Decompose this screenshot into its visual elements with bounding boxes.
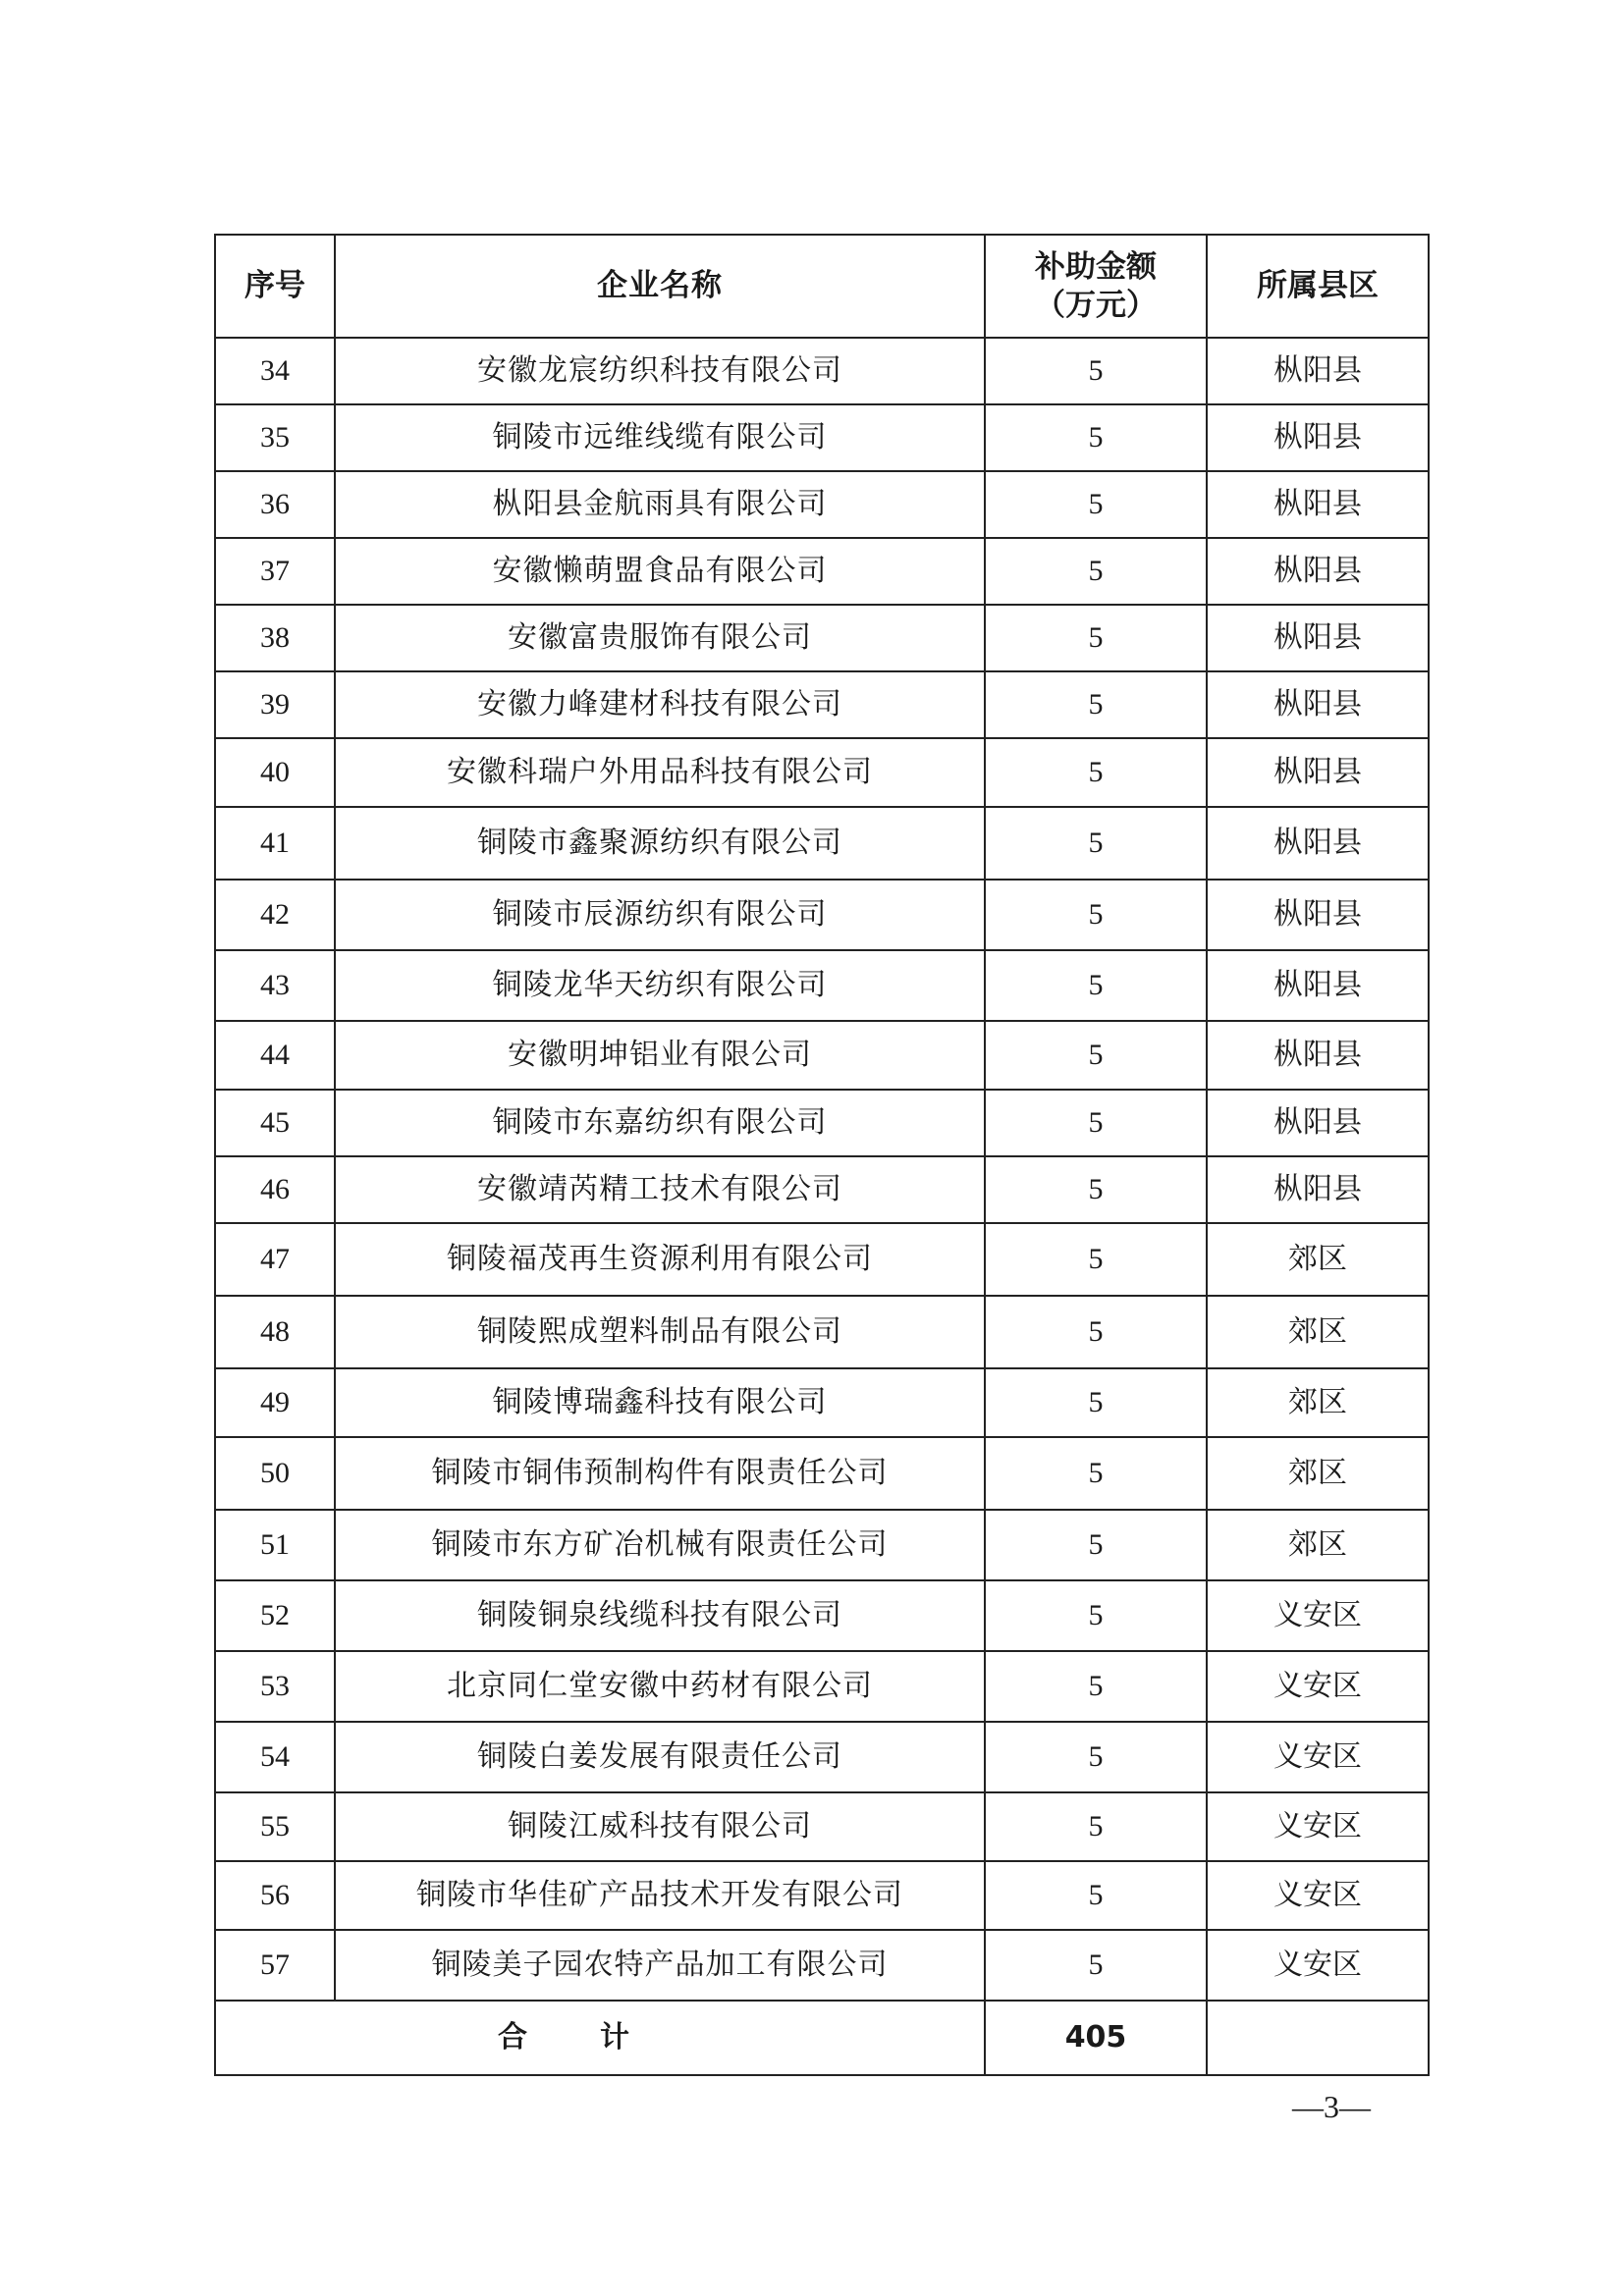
row-no: 46 bbox=[215, 1156, 335, 1223]
table-row bbox=[215, 1651, 1429, 1722]
row-no: 44 bbox=[215, 1021, 335, 1090]
row-company-name: 铜陵市东嘉纺织有限公司 bbox=[335, 1090, 985, 1156]
table-row bbox=[215, 1437, 1429, 1510]
table-row bbox=[215, 1580, 1429, 1651]
row-no: 45 bbox=[215, 1090, 335, 1156]
row-company-name: 铜陵龙华天纺织有限公司 bbox=[335, 950, 985, 1021]
row-company-name: 铜陵福茂再生资源利用有限公司 bbox=[335, 1223, 985, 1296]
row-company-name: 安徽懒萌盟食品有限公司 bbox=[335, 538, 985, 605]
row-no: 54 bbox=[215, 1722, 335, 1792]
row-amount: 5 bbox=[985, 1651, 1207, 1722]
row-company-name: 铜陵市华佳矿产品技术开发有限公司 bbox=[335, 1861, 985, 1930]
row-district: 义安区 bbox=[1207, 1792, 1429, 1861]
row-company-name: 铜陵市东方矿冶机械有限责任公司 bbox=[335, 1510, 985, 1580]
row-no: 55 bbox=[215, 1792, 335, 1861]
row-amount: 5 bbox=[985, 1090, 1207, 1156]
table-body bbox=[215, 338, 1429, 2001]
row-company-name: 铜陵博瑞鑫科技有限公司 bbox=[335, 1368, 985, 1437]
row-amount: 5 bbox=[985, 1792, 1207, 1861]
row-company-name: 安徽力峰建材科技有限公司 bbox=[335, 671, 985, 738]
subsidy-table bbox=[214, 234, 1430, 2076]
row-no: 37 bbox=[215, 538, 335, 605]
row-company-name: 枞阳县金航雨具有限公司 bbox=[335, 471, 985, 538]
row-amount: 5 bbox=[985, 1580, 1207, 1651]
row-no: 35 bbox=[215, 404, 335, 471]
row-district: 义安区 bbox=[1207, 1930, 1429, 2001]
row-district: 枞阳县 bbox=[1207, 1021, 1429, 1090]
row-amount: 5 bbox=[985, 1722, 1207, 1792]
table-row bbox=[215, 807, 1429, 880]
row-company-name: 铜陵熙成塑料制品有限公司 bbox=[335, 1296, 985, 1368]
row-amount: 5 bbox=[985, 807, 1207, 880]
header-amount-line2: （万元） bbox=[1035, 287, 1157, 323]
row-no: 57 bbox=[215, 1930, 335, 2001]
table-row bbox=[215, 605, 1429, 671]
row-district: 郊区 bbox=[1207, 1437, 1429, 1510]
row-amount: 5 bbox=[985, 738, 1207, 807]
row-company-name: 安徽科瑞户外用品科技有限公司 bbox=[335, 738, 985, 807]
row-district: 枞阳县 bbox=[1207, 471, 1429, 538]
row-amount: 5 bbox=[985, 605, 1207, 671]
row-amount: 5 bbox=[985, 950, 1207, 1021]
row-no: 36 bbox=[215, 471, 335, 538]
row-no: 48 bbox=[215, 1296, 335, 1368]
row-amount: 5 bbox=[985, 1368, 1207, 1437]
row-amount: 5 bbox=[985, 1156, 1207, 1223]
row-amount: 5 bbox=[985, 880, 1207, 950]
header-amount bbox=[985, 235, 1207, 338]
row-district: 枞阳县 bbox=[1207, 338, 1429, 404]
row-amount: 5 bbox=[985, 1861, 1207, 1930]
header-district: 所属县区 bbox=[1207, 235, 1429, 338]
row-district: 枞阳县 bbox=[1207, 880, 1429, 950]
row-company-name: 安徽靖芮精工技术有限公司 bbox=[335, 1156, 985, 1223]
table-row bbox=[215, 671, 1429, 738]
row-amount: 5 bbox=[985, 404, 1207, 471]
table-row bbox=[215, 1156, 1429, 1223]
row-company-name: 铜陵市鑫聚源纺织有限公司 bbox=[335, 807, 985, 880]
table-row bbox=[215, 1930, 1429, 2001]
header-company-name: 企业名称 bbox=[335, 235, 985, 338]
row-district: 枞阳县 bbox=[1207, 950, 1429, 1021]
row-no: 50 bbox=[215, 1437, 335, 1510]
row-no: 51 bbox=[215, 1510, 335, 1580]
row-no: 41 bbox=[215, 807, 335, 880]
row-no: 39 bbox=[215, 671, 335, 738]
total-amount: 405 bbox=[985, 2001, 1207, 2075]
table-row bbox=[215, 738, 1429, 807]
row-no: 53 bbox=[215, 1651, 335, 1722]
row-no: 52 bbox=[215, 1580, 335, 1651]
row-company-name: 安徽明坤铝业有限公司 bbox=[335, 1021, 985, 1090]
row-district: 枞阳县 bbox=[1207, 1090, 1429, 1156]
row-company-name: 安徽龙宸纺织科技有限公司 bbox=[335, 338, 985, 404]
row-amount: 5 bbox=[985, 538, 1207, 605]
table-row bbox=[215, 1021, 1429, 1090]
table-header-row bbox=[215, 235, 1429, 338]
row-district: 郊区 bbox=[1207, 1296, 1429, 1368]
row-amount: 5 bbox=[985, 1223, 1207, 1296]
row-company-name: 铜陵江威科技有限公司 bbox=[335, 1792, 985, 1861]
row-company-name: 铜陵美子园农特产品加工有限公司 bbox=[335, 1930, 985, 2001]
table-row bbox=[215, 1296, 1429, 1368]
row-district: 枞阳县 bbox=[1207, 538, 1429, 605]
row-district: 郊区 bbox=[1207, 1368, 1429, 1437]
total-label: 合计 bbox=[215, 2001, 985, 2075]
row-district: 郊区 bbox=[1207, 1223, 1429, 1296]
table-row bbox=[215, 1368, 1429, 1437]
row-company-name: 铜陵市远维线缆有限公司 bbox=[335, 404, 985, 471]
row-amount: 5 bbox=[985, 671, 1207, 738]
row-district: 义安区 bbox=[1207, 1651, 1429, 1722]
row-no: 40 bbox=[215, 738, 335, 807]
row-no: 47 bbox=[215, 1223, 335, 1296]
total-row bbox=[215, 2001, 1429, 2075]
row-amount: 5 bbox=[985, 1510, 1207, 1580]
table-row bbox=[215, 1861, 1429, 1930]
row-no: 42 bbox=[215, 880, 335, 950]
row-district: 义安区 bbox=[1207, 1580, 1429, 1651]
table-row bbox=[215, 1510, 1429, 1580]
row-amount: 5 bbox=[985, 1296, 1207, 1368]
row-no: 43 bbox=[215, 950, 335, 1021]
table-row bbox=[215, 880, 1429, 950]
table-row bbox=[215, 1223, 1429, 1296]
row-district: 枞阳县 bbox=[1207, 807, 1429, 880]
row-amount: 5 bbox=[985, 1437, 1207, 1510]
row-district: 枞阳县 bbox=[1207, 1156, 1429, 1223]
row-amount: 5 bbox=[985, 1930, 1207, 2001]
total-district bbox=[1207, 2001, 1429, 2075]
row-amount: 5 bbox=[985, 1021, 1207, 1090]
row-district: 郊区 bbox=[1207, 1510, 1429, 1580]
header-no: 序号 bbox=[215, 235, 335, 338]
row-district: 义安区 bbox=[1207, 1861, 1429, 1930]
row-district: 枞阳县 bbox=[1207, 404, 1429, 471]
row-district: 义安区 bbox=[1207, 1722, 1429, 1792]
row-district: 枞阳县 bbox=[1207, 605, 1429, 671]
row-district: 枞阳县 bbox=[1207, 738, 1429, 807]
table-row bbox=[215, 404, 1429, 471]
page-number: —3— bbox=[1292, 2089, 1371, 2124]
row-company-name: 铜陵铜泉线缆科技有限公司 bbox=[335, 1580, 985, 1651]
row-amount: 5 bbox=[985, 471, 1207, 538]
row-company-name: 铜陵市铜伟预制构件有限责任公司 bbox=[335, 1437, 985, 1510]
table-row bbox=[215, 1090, 1429, 1156]
row-no: 56 bbox=[215, 1861, 335, 1930]
table-row bbox=[215, 1792, 1429, 1861]
table-row bbox=[215, 471, 1429, 538]
table-row bbox=[215, 538, 1429, 605]
row-company-name: 安徽富贵服饰有限公司 bbox=[335, 605, 985, 671]
row-company-name: 北京同仁堂安徽中药材有限公司 bbox=[335, 1651, 985, 1722]
row-no: 34 bbox=[215, 338, 335, 404]
row-no: 38 bbox=[215, 605, 335, 671]
row-no: 49 bbox=[215, 1368, 335, 1437]
header-amount-line1: 补助金额 bbox=[1035, 248, 1157, 285]
row-company-name: 铜陵市辰源纺织有限公司 bbox=[335, 880, 985, 950]
row-company-name: 铜陵白姜发展有限责任公司 bbox=[335, 1722, 985, 1792]
table-row bbox=[215, 338, 1429, 404]
table-row bbox=[215, 950, 1429, 1021]
row-district: 枞阳县 bbox=[1207, 671, 1429, 738]
row-amount: 5 bbox=[985, 338, 1207, 404]
table-row bbox=[215, 1722, 1429, 1792]
